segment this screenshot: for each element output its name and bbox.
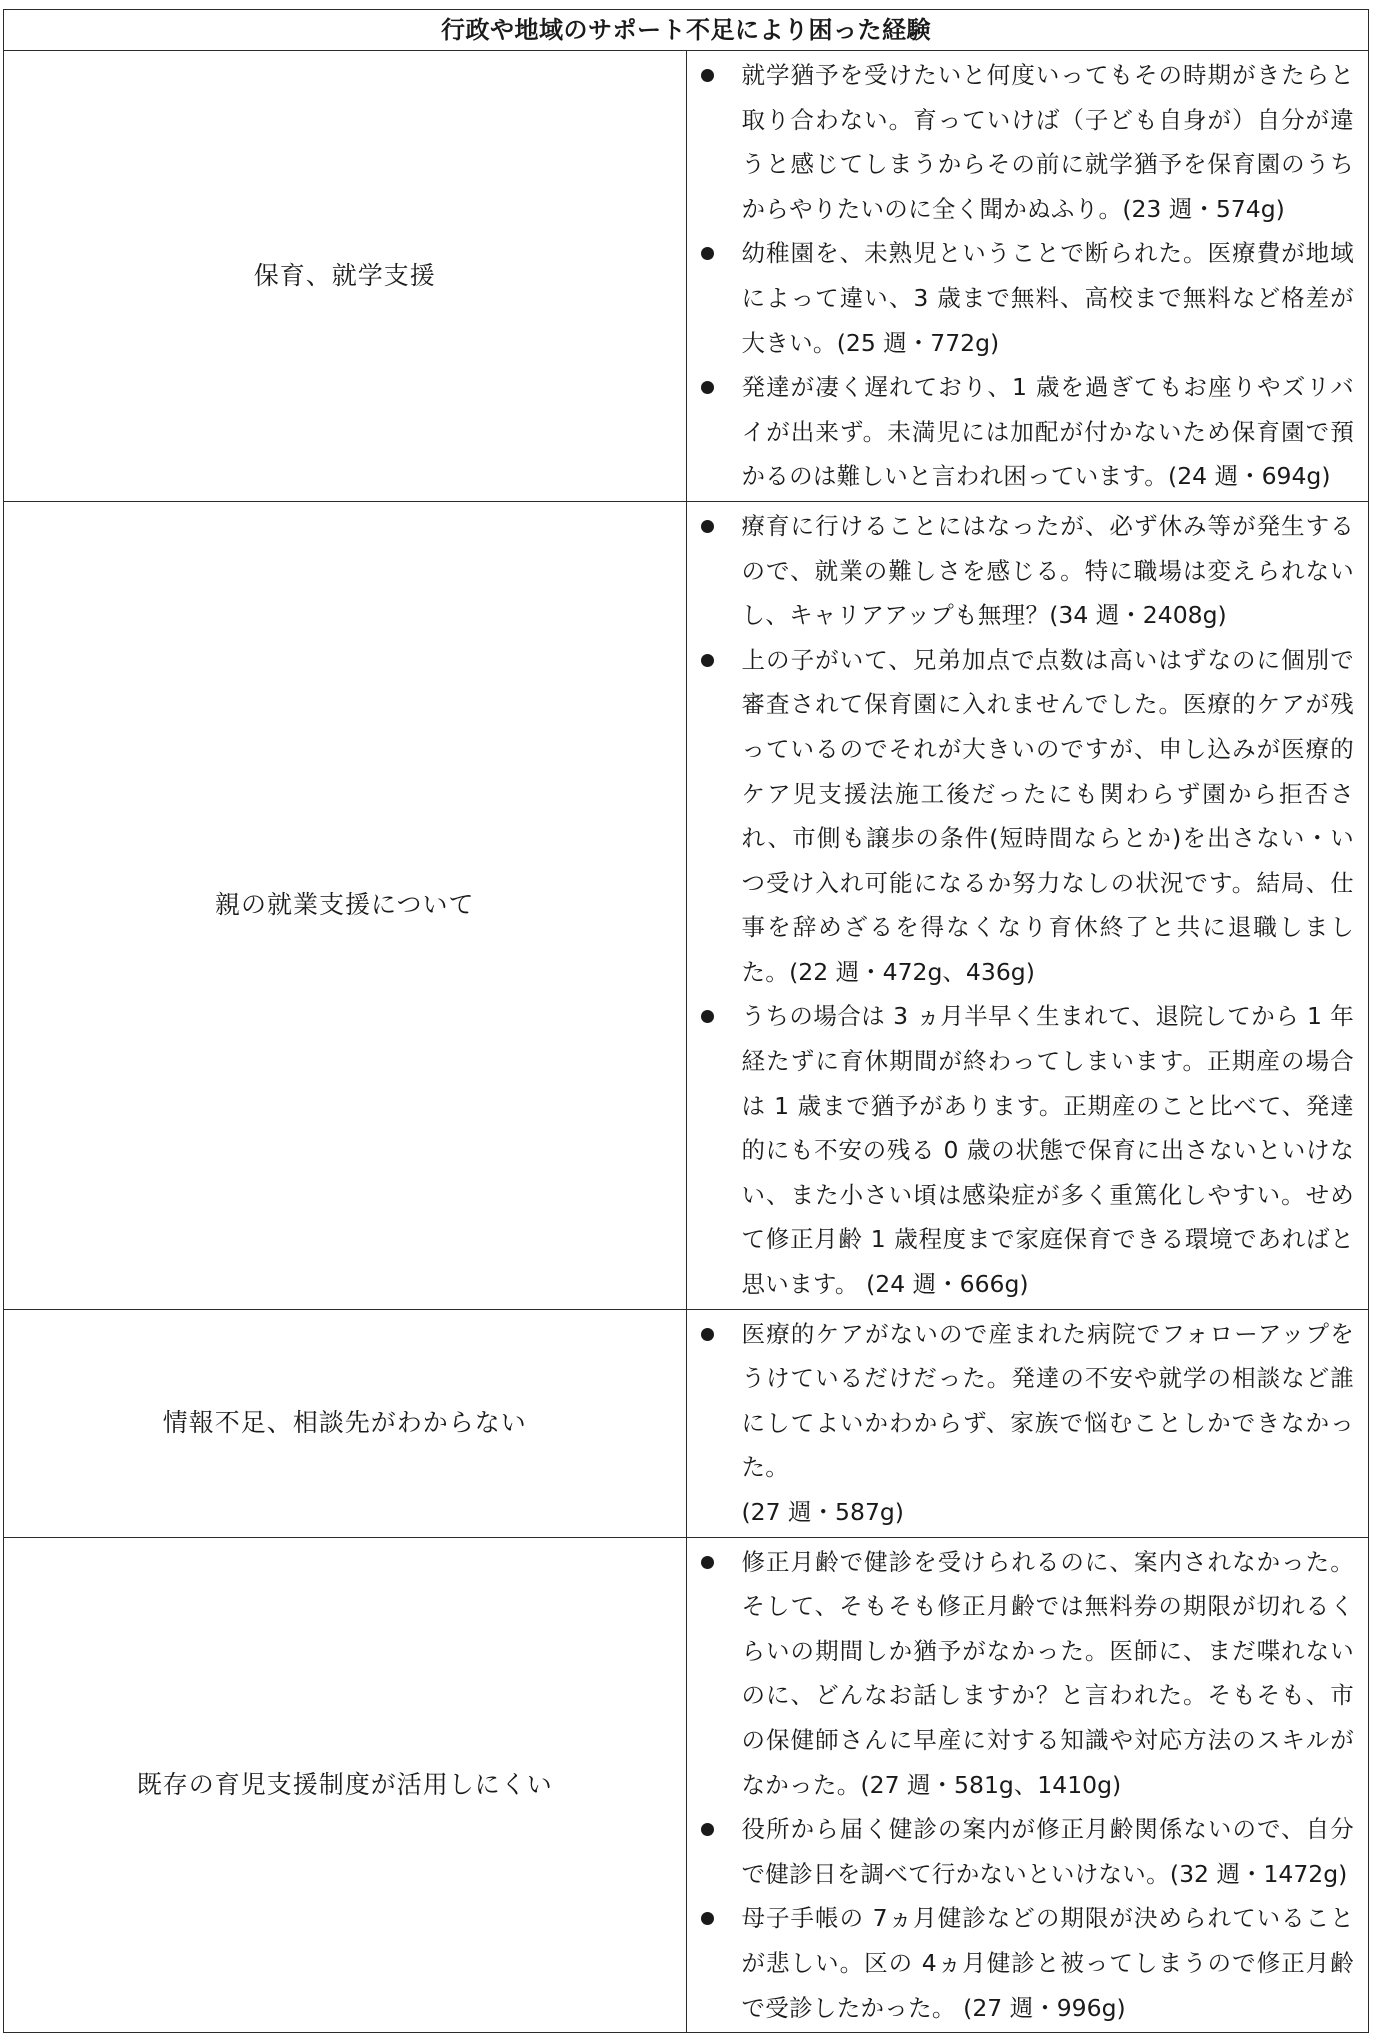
bullet-icon bbox=[701, 69, 714, 82]
comment-source: (25 週・772g) bbox=[836, 328, 1000, 357]
comment-list bbox=[687, 1312, 1355, 1535]
list-item bbox=[687, 365, 1355, 499]
comments-cell bbox=[686, 1537, 1369, 2033]
list-item bbox=[687, 1807, 1355, 1896]
bullet-icon bbox=[701, 1912, 714, 1925]
comment-text: うちの場合は 3 ヵ月半早く生まれて、退院してから 1 年経たずに育休期間が終わってしまいます。正期産の場合は 1 歳まで猶予があります。正期産のこと比べて、発達的にも不安の残る 0 歳の状態で保育に出さないといけない、また小さい頃は感染症が多く重篤化しやすい。せめて修正月齢 1 歳程度まで家庭保育できる環境であればと思います。 bbox=[741, 1002, 1354, 1299]
list-item bbox=[687, 231, 1355, 365]
list-item bbox=[687, 638, 1355, 995]
comment-source: (27 週・996g) bbox=[955, 1993, 1126, 2022]
comment-text: 上の子がいて、兄弟加点で点数は高いはずなのに個別で審査されて保育園に入れませんでした。医療的ケアが残っているのでそれが大きいのですが、申し込みが医療的ケア児支援法施工後だったにも関わらず園から拒否され、市側も譲歩の条件(短時間ならとか)を出さない・いつ受け入れ可能になるか努力なしの状況です。結局、仕事を辞めざるを得なくなり育休終了と共に退職しました。 bbox=[741, 645, 1354, 986]
list-item bbox=[687, 1896, 1355, 2030]
comment-source: (27 週・581g、1410g) bbox=[860, 1770, 1122, 1799]
comment-list bbox=[687, 53, 1355, 499]
comment-list bbox=[687, 1540, 1355, 2031]
table-row bbox=[4, 51, 1369, 502]
table-row bbox=[4, 1309, 1369, 1537]
comments-cell bbox=[686, 1309, 1369, 1537]
comments-cell bbox=[686, 501, 1369, 1309]
bullet-icon bbox=[701, 1010, 714, 1023]
comments-cell bbox=[686, 51, 1369, 502]
comment-text: 発達が凄く遅れており、1 歳を過ぎてもお座りやズリバイが出来ず。未満児には加配が付かないため保育園で預かるのは難しいと言われ困っています。 bbox=[741, 373, 1354, 491]
bullet-icon bbox=[701, 1823, 714, 1836]
comment-source: (22 週・472g、436g) bbox=[789, 957, 1035, 986]
bullet-icon bbox=[701, 1556, 714, 1569]
comment-list bbox=[687, 504, 1355, 1307]
comment-source: (27 週・587g) bbox=[741, 1498, 904, 1526]
comment-source: (32 週・1472g) bbox=[1169, 1859, 1348, 1888]
table-row bbox=[4, 1537, 1369, 2033]
bullet-icon bbox=[701, 381, 714, 394]
list-item bbox=[687, 1540, 1355, 1808]
category-cell: 保育、就学支援 bbox=[4, 51, 687, 502]
list-item bbox=[687, 53, 1355, 231]
list-item bbox=[687, 1312, 1355, 1535]
comment-text: 医療的ケアがないので産まれた病院でフォローアップをうけているだけだった。発達の不安や就学の相談など誰にしてよいかわからず、家族で悩むことしかできなかった。 bbox=[741, 1319, 1354, 1482]
list-item bbox=[687, 994, 1355, 1306]
comment-text: 就学猶予を受けたいと何度いってもその時期がきたらと取り合わない。育っていけば（子ども自身が）自分が違うと感じてしまうからその前に就学猶予を保育園のうちからやりたいのに全く聞かぬふり。 bbox=[741, 61, 1354, 223]
bullet-icon bbox=[701, 654, 714, 667]
category-cell: 情報不足、相談先がわからない bbox=[4, 1309, 687, 1537]
bullet-icon bbox=[701, 247, 714, 260]
comment-text: 役所から届く健診の案内が修正月齢関係ないので、自分で健診日を調べて行かないといけない。 bbox=[741, 1815, 1354, 1888]
list-item bbox=[687, 504, 1355, 638]
comment-text: 幼稚園を、未熟児ということで断られた。医療費が地域によって違い、3 歳まで無料、高校まで無料など格差が大きい。 bbox=[741, 239, 1354, 357]
table-title: 行政や地域のサポート不足により困った経験 bbox=[4, 10, 1369, 51]
comment-text: 修正月齢で健診を受けられるのに、案内されなかった。そして、そもそも修正月齢では無料券の期限が切れるくらいの期間しか猶予がなかった。医師に、まだ喋れないのに、どんなお話しますか？と言われた。そもそも、市の保健師さんに早産に対する知識や対応方法のスキルがなかった。 bbox=[741, 1547, 1354, 1799]
comment-source: (24 週・694g) bbox=[1168, 462, 1331, 491]
category-cell: 親の就業支援について bbox=[4, 501, 687, 1309]
comment-text: 療育に行けることにはなったが、必ず休み等が発生するので、就業の難しさを感じる。特に職場は変えられないし、キャリアアップも無理？ bbox=[741, 511, 1354, 630]
table-header-row bbox=[4, 10, 1369, 51]
comment-source: (23 週・574g) bbox=[1122, 194, 1285, 223]
comment-text: 母子手帳の 7ヵ月健診などの期限が決められていることが悲しい。区の 4ヵ月健診と被ってしまうので修正月齢で受診したかった。 bbox=[741, 1904, 1354, 2022]
comment-source: (24 週・666g) bbox=[858, 1270, 1029, 1299]
category-cell: 既存の育児支援制度が活用しにくい bbox=[4, 1537, 687, 2033]
bullet-icon bbox=[701, 1328, 714, 1341]
bullet-icon bbox=[701, 520, 714, 533]
support-table bbox=[3, 9, 1369, 2033]
table-row bbox=[4, 501, 1369, 1309]
comment-source: (34 週・2408g) bbox=[1049, 601, 1227, 630]
